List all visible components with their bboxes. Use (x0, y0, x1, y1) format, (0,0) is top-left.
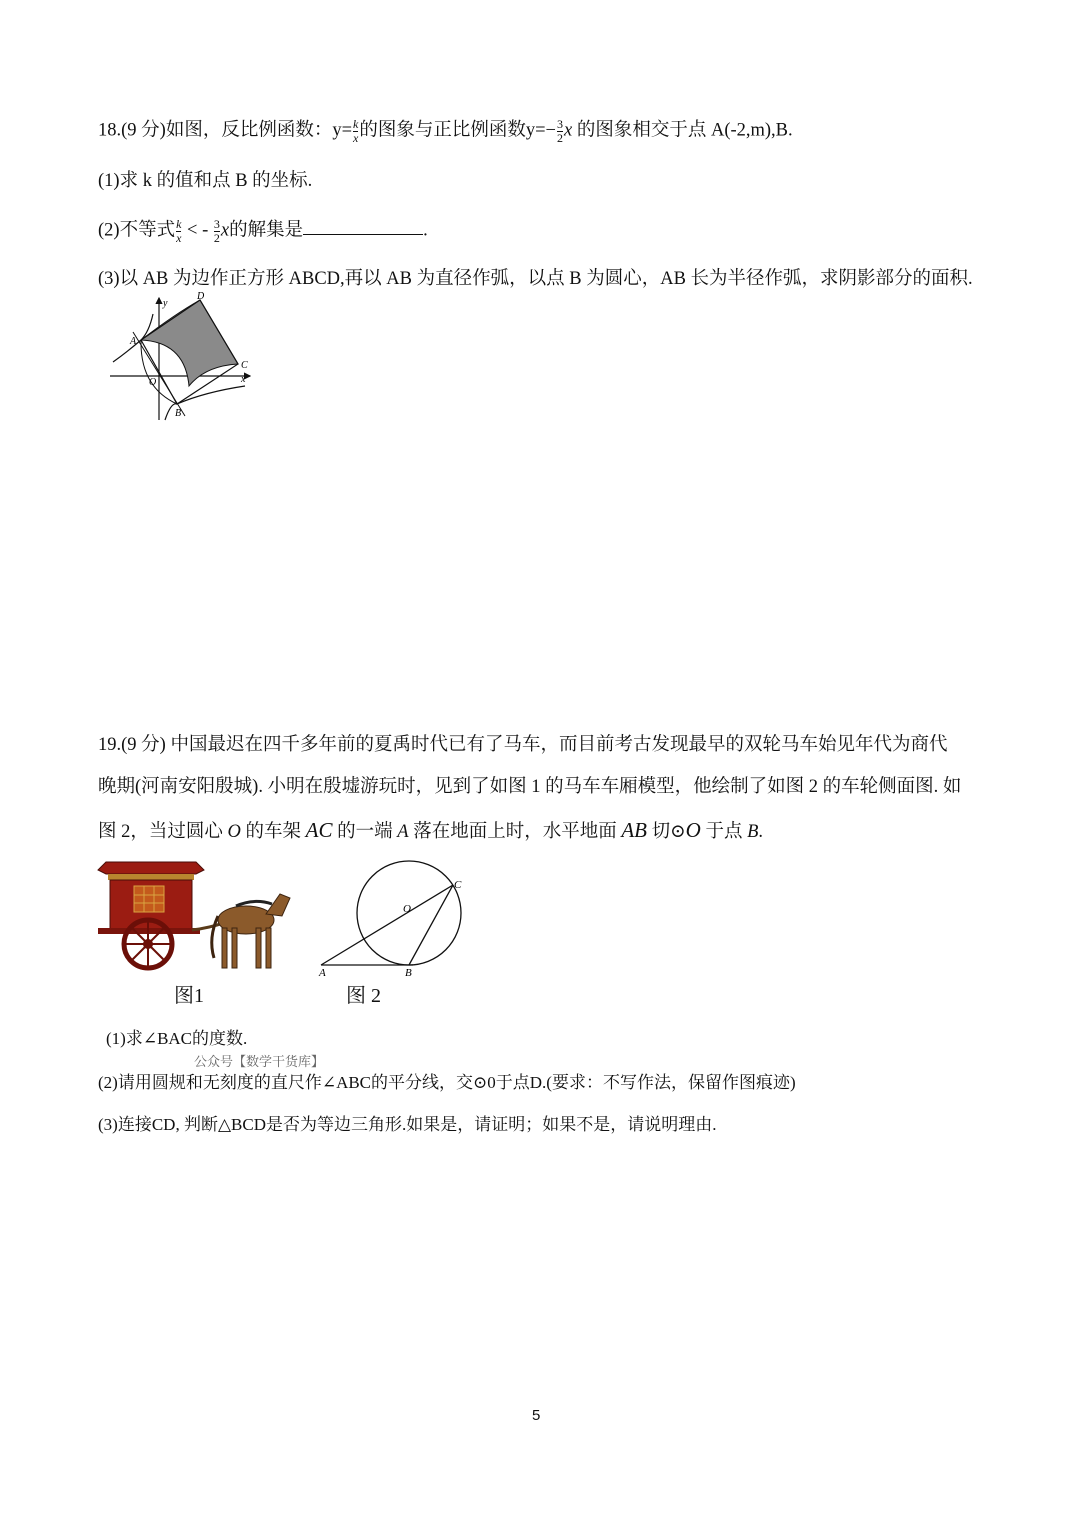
q19-l3d: 落在地面上时，水平地面 (408, 822, 622, 842)
fraction-3-over-2-b (214, 218, 220, 244)
label-A: A (130, 336, 137, 347)
chariot-window (134, 886, 164, 912)
q19-l3b: 的车架 (240, 822, 306, 842)
q19-l3-AB: AB (621, 818, 647, 842)
segment-BC (409, 885, 453, 965)
label-B: B (175, 408, 182, 419)
q18-part1: (1)求 k 的值和点 B 的坐标. (98, 171, 313, 191)
q18-tail: 的图象相交于点 A(-2,m),B. (576, 120, 793, 141)
frac-den: x (353, 130, 359, 145)
q19-line3 (98, 820, 763, 842)
q19-part1: (1)求∠BAC的度数. (106, 1029, 248, 1048)
q19-l3-A: A (397, 822, 409, 842)
frac-den: 2 (556, 130, 563, 145)
chariot-roof (98, 862, 204, 874)
q19-line2: 晚期(河南安阳殷城). 小明在殷墟游玩时，见到了如图 1 的马车车厢模型，他绘制了如图 2 的车轮侧面图. 如 (98, 777, 962, 797)
label-O: O (149, 377, 157, 388)
chariot-roof-band (108, 874, 194, 880)
label-y: y (163, 298, 168, 309)
chariot-illustration (96, 858, 296, 973)
q18-p2-end: . (423, 220, 428, 241)
q19-l3a: 图 2，当过圆心 (98, 822, 228, 842)
fraction-k-over-x (353, 118, 358, 144)
q19-line1: 19.(9 分) 中国最迟在四千多年前的夏禹时代已有了马车，而目前考古发现最早的双轮马车始见年代为商代 (98, 735, 948, 755)
q18-head: 18.(9 分)如图，反比例函数： (98, 120, 333, 141)
q18-p2-lt: < - (182, 220, 213, 241)
frac-num: 3 (556, 117, 563, 131)
frac-den: x (176, 230, 182, 245)
q19-l3-O: O (227, 822, 241, 842)
fraction-k-over-x-2 (176, 218, 181, 244)
q18-p2-x: x (220, 220, 230, 241)
q19-l3e: 切⊙ (647, 822, 686, 842)
label-x: x (241, 374, 246, 385)
q18-line1 (98, 118, 793, 144)
q19-l3-AC: AC (305, 818, 333, 842)
fraction-3-over-2 (557, 118, 563, 144)
q18-p2-pre: (2)不等式 (98, 220, 176, 241)
q19-l3g: . (758, 822, 764, 842)
q19-figure2 (315, 858, 475, 978)
horse-harness (236, 901, 272, 906)
q19-l3c: 的一端 (332, 822, 398, 842)
answer-blank (303, 220, 423, 235)
q18-mid: 的图象与正比例函数 (359, 120, 526, 141)
frac-num: k (176, 217, 182, 231)
q19-l3f: 于点 (700, 822, 748, 842)
label-D: D (197, 292, 205, 302)
q19-part2: (2)请用圆规和无刻度的直尺作∠ABC的平分线，交⊙0于点D.(要求：不写作法，保留作图痕迹) (98, 1073, 796, 1092)
chariot-wheel (124, 920, 172, 968)
fig2-label-O: O (403, 903, 411, 915)
watermark: 公众号【数学干货库】 (194, 1055, 325, 1070)
q18-part2 (98, 218, 428, 244)
label-C: C (241, 360, 248, 371)
q19-l3-B: B (747, 822, 759, 842)
q18-figure (105, 292, 265, 422)
fig2-label-B: B (405, 967, 412, 978)
fig2-label-C: C (454, 879, 462, 891)
page-number: 5 (532, 1407, 541, 1424)
q18-y-eq-neg: y=− (525, 120, 556, 141)
frac-num: 3 (213, 217, 220, 231)
horse (212, 894, 290, 968)
segment-AC (321, 885, 453, 965)
fig1-caption: 图1 (174, 985, 204, 1007)
fig2-label-A: A (319, 967, 326, 978)
q18-y-eq: y= (332, 120, 353, 141)
fig2-caption: 图 2 (346, 985, 381, 1007)
q18-part3: (3)以 AB 为边作正方形 ABCD,再以 AB 为直径作弧，以点 B 为圆心，AB 长为半径作弧，求阴影部分的面积. (98, 269, 973, 289)
q19-part3: (3)连接CD, 判断△BCD是否为等边三角形.如果是，请证明；如果不是，请说明理由. (98, 1115, 717, 1134)
frac-den: 2 (213, 230, 220, 245)
q19-l3-O2: O (685, 818, 701, 842)
q18-x: x (563, 120, 573, 141)
q18-p2-post: 的解集是 (229, 220, 304, 241)
frac-num: k (353, 117, 359, 131)
